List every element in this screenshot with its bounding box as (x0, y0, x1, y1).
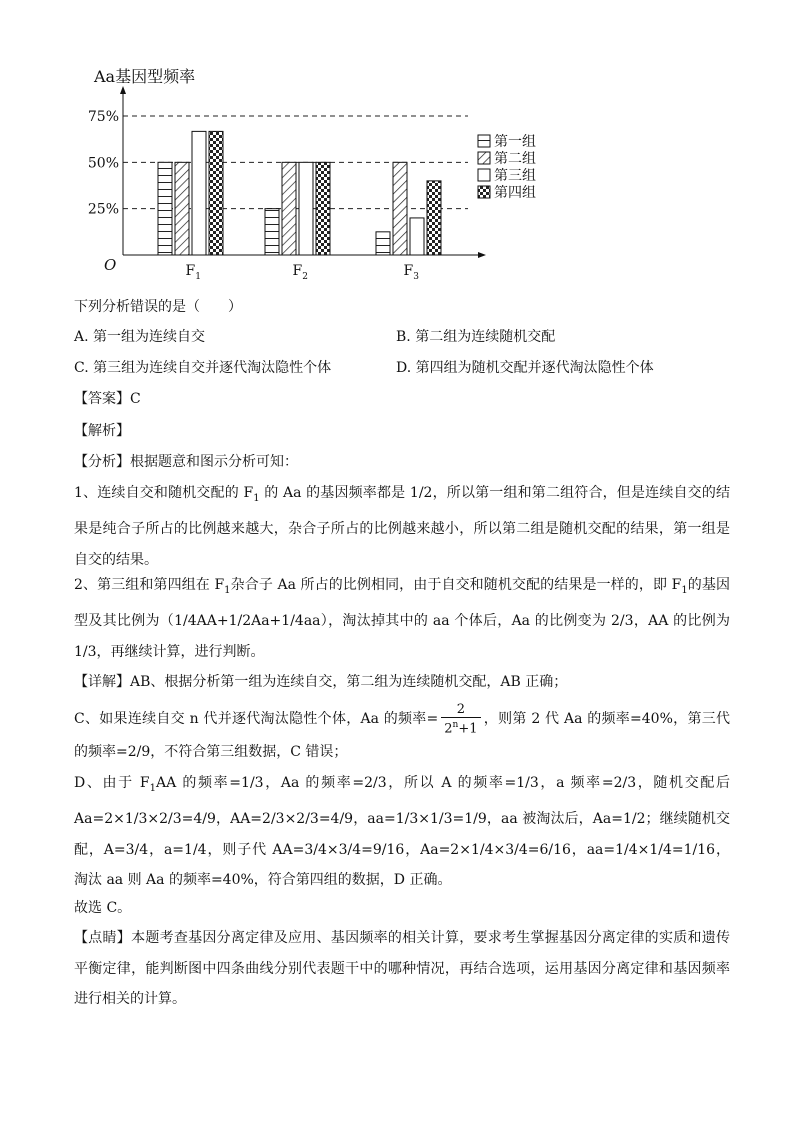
bar-group2-f2 (282, 162, 296, 255)
aa-frequency-fraction: $\frac{2}{2^n+1}$ (441, 702, 480, 736)
xiangjie-d: D、由于 $F_1AA$ 的频率=1/3，Aa 的频率=2/3，所以 A 的频率=1/3，a 频率=2/3，随机交配后 Aa=2×1/3×2/3=4/9，AA=2/3×2/3=4/9，aa=1/3×1/3=1/9，aa 被淘汰后，Aa=1/2；继续随机交配，A=3/4，a=1/4，则子代 AA=3/4×3/4=9/16，Aa=2×1/4×3/4=6/16，aa=1/4×1/4=1/16，淘汰 aa 则 Aa 的频率=40%，符合第四组的数据，D 正确。 (74, 775, 731, 889)
bar-group2-f3 (393, 162, 407, 255)
y-tick-label: 50% (87, 155, 119, 172)
option-c: C. 第三组为连续自交并逐代淘汰隐性个体 (74, 360, 332, 376)
y-tick-label: 75% (87, 109, 119, 125)
y-axis-label: Aa基因型频率 (94, 67, 196, 86)
bar-group4-f3 (427, 181, 441, 255)
origin-label: O (104, 256, 117, 274)
legend-swatch (478, 135, 490, 147)
bar-group3-f3 (410, 218, 424, 255)
answer-line: 【答案】C (74, 391, 141, 407)
legend-swatch (478, 169, 490, 181)
legend-swatch (478, 186, 490, 198)
aa-frequency-bar-chart (60, 60, 560, 290)
xiangjie-c: C、如果连续自交 n 代并逐代淘汰隐性个体，Aa 的频率= $\frac{2}{2^n+1}$ ，则第 2 代 Aa 的频率=40%，第三代的频率=2/9，不符合第三组数据，C 错误； (74, 702, 731, 761)
bar-group3-f1 (192, 131, 206, 255)
conclusion: 故选 C。 (74, 900, 132, 916)
bar-group4-f1 (209, 131, 223, 255)
bar-group3-f2 (299, 162, 313, 255)
legend-label: 第二组 (494, 151, 536, 167)
analysis-title: 【解析】 (74, 423, 130, 439)
legend-label: 第三组 (494, 168, 536, 184)
y-axis-arrow (120, 86, 126, 94)
x-tick-label: $F_3$ (403, 263, 419, 282)
bar-group4-f2 (316, 162, 330, 255)
x-axis-arrow (478, 252, 486, 258)
option-a: A. 第一组为连续自交 (74, 329, 206, 345)
x-tick-label: $F_1$ (185, 263, 201, 282)
option-d: D. 第四组为随机交配并逐代淘汰隐性个体 (396, 360, 654, 376)
option-b: B. 第二组为连续随机交配 (396, 329, 556, 345)
bar-group1-f2 (265, 209, 279, 255)
legend-label: 第一组 (494, 134, 536, 150)
xiangjie-ab: 【详解】AB、根据分析第一组为连续自交，第二组为连续随机交配，AB 正确； (74, 674, 568, 690)
bar-group1-f3 (376, 232, 390, 255)
question-stem: 下列分析错误的是（ ） (74, 299, 242, 315)
fenxi-point-1: 1、连续自交和随机交配的 $F_1$ 的 Aa 的基因频率都是 1/2，所以第一组和第二组符合，但是连续自交的结果是纯合子所占的比例越来越大，杂合子所占的比例越来越小，所以第二组是随机交配的结果，第一组是自交的结果。 (74, 485, 730, 568)
x-tick-label: $F_2$ (292, 263, 308, 282)
legend-swatch (478, 152, 490, 164)
chart-legend (478, 134, 536, 201)
legend-label: 第四组 (494, 185, 536, 201)
fenxi-point-2: 2、第三组和第四组在 $F_1$杂合子 Aa 所占的比例相同，由于自交和随机交配的结果是一样的，即 $F_1$的基因型及其比例为（1/4AA+1/2Aa+1/4aa），淘汰掉其中的 aa 个体后，Aa 的比例变为 2/3，AA 的比例为 1/3，再继续计算，进行判断。 (74, 577, 730, 660)
fenxi-intro: 【分析】根据题意和图示分析可知： (74, 454, 298, 470)
bar-group1-f1 (158, 162, 172, 255)
y-tick-label: 25% (87, 201, 119, 218)
bar-group2-f1 (175, 162, 189, 255)
dianjing: 【点睛】本题考查基因分离定律及应用、基因频率的相关计算，要求考生掌握基因分离定律的实质和遗传平衡定律，能判断图中四条曲线分别代表题干中的哪种情况，再结合选项，运用基因分离定律和基因频率进行相关的计算。 (74, 930, 731, 1007)
